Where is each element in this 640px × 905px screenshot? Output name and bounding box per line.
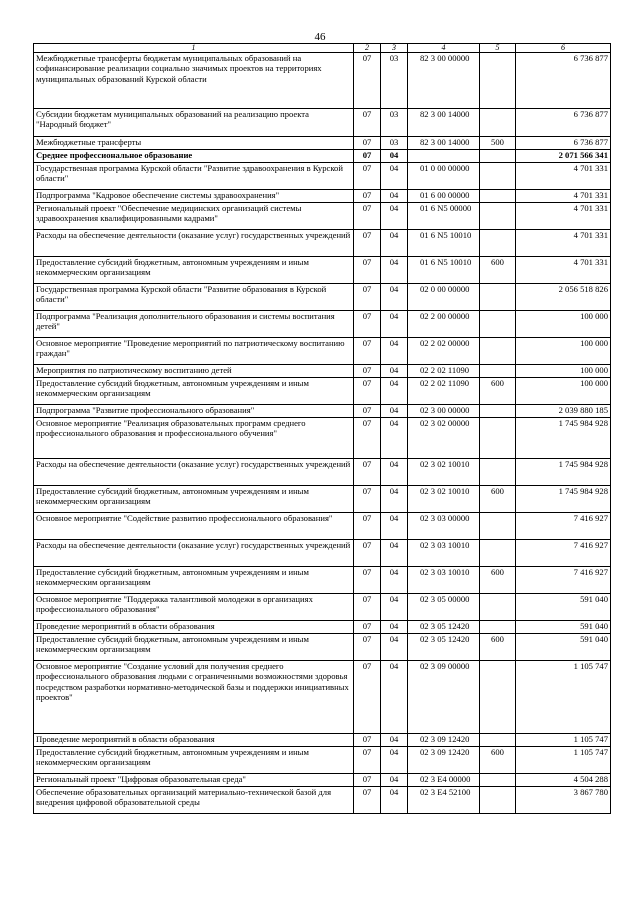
- table-row: [34, 257, 611, 284]
- table-row: [34, 109, 611, 137]
- target-article-cell: 02 3 05 12420: [408, 621, 480, 634]
- table-row: [34, 137, 611, 150]
- expense-type-cell: [480, 774, 516, 787]
- table-row: [34, 567, 611, 594]
- expense-name-cell: Проведение мероприятий в области образования: [34, 734, 354, 747]
- table-row: [34, 661, 611, 734]
- subsection-code-cell: 04: [381, 311, 408, 338]
- expense-type-cell: 600: [480, 747, 516, 774]
- amount-cell: 4 701 331: [516, 230, 611, 257]
- target-article-cell: 02 3 03 10010: [408, 567, 480, 594]
- table-row: [34, 634, 611, 661]
- target-article-cell: 02 3 02 10010: [408, 459, 480, 486]
- target-article-cell: 02 3 09 00000: [408, 661, 480, 734]
- table-row: [34, 190, 611, 203]
- table-row: [34, 734, 611, 747]
- expense-type-cell: [480, 338, 516, 365]
- amount-cell: 4 504 288: [516, 774, 611, 787]
- subsection-code-cell: 04: [381, 418, 408, 459]
- column-number-6: 6: [516, 44, 611, 53]
- subsection-code-cell: 04: [381, 230, 408, 257]
- subsection-code-cell: 04: [381, 747, 408, 774]
- amount-cell: 6 736 877: [516, 137, 611, 150]
- section-code-cell: 07: [354, 203, 381, 230]
- expense-type-cell: [480, 621, 516, 634]
- subsection-code-cell: 04: [381, 338, 408, 365]
- section-code-cell: 07: [354, 634, 381, 661]
- target-article-cell: 02 2 02 11090: [408, 378, 480, 405]
- subsection-code-cell: 04: [381, 774, 408, 787]
- amount-cell: 100 000: [516, 338, 611, 365]
- target-article-cell: 01 6 N5 10010: [408, 230, 480, 257]
- expense-type-cell: [480, 594, 516, 621]
- expense-type-cell: [480, 109, 516, 137]
- expense-name-cell: Предоставление субсидий бюджетным, автономным учреждениям и иным некоммерческим организациям: [34, 634, 354, 661]
- expense-type-cell: [480, 311, 516, 338]
- expense-type-cell: [480, 787, 516, 814]
- subsection-code-cell: 04: [381, 257, 408, 284]
- expense-name-cell: Межбюджетные трансферты: [34, 137, 354, 150]
- section-code-cell: 07: [354, 378, 381, 405]
- column-number-5: 5: [480, 44, 516, 53]
- table-row: [34, 338, 611, 365]
- amount-cell: 4 701 331: [516, 163, 611, 190]
- subsection-code-cell: 04: [381, 190, 408, 203]
- expense-name-cell: Предоставление субсидий бюджетным, автономным учреждениям и иным некоммерческим организациям: [34, 378, 354, 405]
- amount-cell: 4 701 331: [516, 190, 611, 203]
- target-article-cell: 01 0 00 00000: [408, 163, 480, 190]
- amount-cell: 1 105 747: [516, 734, 611, 747]
- section-code-cell: 07: [354, 594, 381, 621]
- expense-type-cell: [480, 365, 516, 378]
- table-row: [34, 203, 611, 230]
- amount-cell: 4 701 331: [516, 203, 611, 230]
- target-article-cell: 02 3 E4 52100: [408, 787, 480, 814]
- table-row: [34, 540, 611, 567]
- expense-name-cell: Региональный проект "Обеспечение медицинских организаций системы здравоохранения квалифицированными кадрами": [34, 203, 354, 230]
- amount-cell: 2 056 518 826: [516, 284, 611, 311]
- target-article-cell: 02 3 00 00000: [408, 405, 480, 418]
- section-code-cell: 07: [354, 787, 381, 814]
- table-row: [34, 787, 611, 814]
- table-row: [34, 53, 611, 109]
- amount-cell: 100 000: [516, 311, 611, 338]
- expense-type-cell: [480, 661, 516, 734]
- table-row: [34, 621, 611, 634]
- expense-name-cell: Предоставление субсидий бюджетным, автономным учреждениям и иным некоммерческим организациям: [34, 747, 354, 774]
- target-article-cell: 02 2 00 00000: [408, 311, 480, 338]
- section-code-cell: 07: [354, 163, 381, 190]
- expense-name-cell: Обеспечение образовательных организаций материально-технической базой для внедрения цифровой образовательной среды: [34, 787, 354, 814]
- section-code-cell: 07: [354, 338, 381, 365]
- amount-cell: 4 701 331: [516, 257, 611, 284]
- amount-cell: 591 040: [516, 621, 611, 634]
- section-code-cell: 07: [354, 53, 381, 109]
- section-code-cell: 07: [354, 257, 381, 284]
- target-article-cell: 82 3 00 14000: [408, 137, 480, 150]
- target-article-cell: 02 2 02 11090: [408, 365, 480, 378]
- expense-name-cell: Субсидии бюджетам муниципальных образований на реализацию проекта "Народный бюджет": [34, 109, 354, 137]
- section-code-cell: 07: [354, 365, 381, 378]
- target-article-cell: 02 3 09 12420: [408, 747, 480, 774]
- table-row: [34, 774, 611, 787]
- expense-name-cell: Подпрограмма "Кадровое обеспечение системы здравоохранения": [34, 190, 354, 203]
- amount-cell: 1 105 747: [516, 661, 611, 734]
- target-article-cell: 82 3 00 14000: [408, 109, 480, 137]
- subsection-code-cell: 04: [381, 787, 408, 814]
- expense-name-cell: Предоставление субсидий бюджетным, автономным учреждениям и иным некоммерческим организациям: [34, 567, 354, 594]
- target-article-cell: 01 6 N5 10010: [408, 257, 480, 284]
- amount-cell: 6 736 877: [516, 109, 611, 137]
- target-article-cell: [408, 150, 480, 163]
- amount-cell: 100 000: [516, 365, 611, 378]
- table-row: [34, 594, 611, 621]
- subsection-code-cell: 04: [381, 486, 408, 513]
- expense-name-cell: Основное мероприятие "Проведение мероприятий по патриотическому воспитанию граждан": [34, 338, 354, 365]
- subsection-code-cell: 04: [381, 284, 408, 311]
- subsection-code-cell: 04: [381, 378, 408, 405]
- subsection-code-cell: 03: [381, 53, 408, 109]
- expense-type-cell: [480, 734, 516, 747]
- subsection-code-cell: 04: [381, 734, 408, 747]
- amount-cell: 591 040: [516, 634, 611, 661]
- expense-type-cell: [480, 53, 516, 109]
- target-article-cell: 02 0 00 00000: [408, 284, 480, 311]
- section-code-cell: 07: [354, 418, 381, 459]
- expense-name-cell: Предоставление субсидий бюджетным, автономным учреждениям и иным некоммерческим организациям: [34, 257, 354, 284]
- section-code-cell: 07: [354, 774, 381, 787]
- expense-name-cell: Подпрограмма "Реализация дополнительного образования и системы воспитания детей": [34, 311, 354, 338]
- section-code-cell: 07: [354, 311, 381, 338]
- expense-type-cell: [480, 540, 516, 567]
- section-code-cell: 07: [354, 486, 381, 513]
- section-code-cell: 07: [354, 190, 381, 203]
- amount-cell: 591 040: [516, 594, 611, 621]
- amount-cell: 2 039 880 185: [516, 405, 611, 418]
- section-code-cell: 07: [354, 513, 381, 540]
- expense-type-cell: 600: [480, 567, 516, 594]
- expense-name-cell: Проведение мероприятий в области образования: [34, 621, 354, 634]
- section-code-cell: 07: [354, 150, 381, 163]
- target-article-cell: 82 3 00 00000: [408, 53, 480, 109]
- section-code-cell: 07: [354, 621, 381, 634]
- budget-table: [33, 43, 611, 814]
- target-article-cell: 01 6 00 00000: [408, 190, 480, 203]
- section-code-cell: 07: [354, 230, 381, 257]
- expense-name-cell: Государственная программа Курской области "Развитие здравоохранения в Курской области": [34, 163, 354, 190]
- subsection-code-cell: 03: [381, 109, 408, 137]
- column-number-3: 3: [381, 44, 408, 53]
- expense-type-cell: [480, 230, 516, 257]
- subsection-code-cell: 04: [381, 365, 408, 378]
- expense-name-cell: Государственная программа Курской области "Развитие образования в Курской области": [34, 284, 354, 311]
- section-code-cell: 07: [354, 661, 381, 734]
- expense-type-cell: [480, 150, 516, 163]
- table-row: [34, 378, 611, 405]
- target-article-cell: 02 3 03 10010: [408, 540, 480, 567]
- expense-type-cell: 600: [480, 378, 516, 405]
- expense-type-cell: [480, 405, 516, 418]
- target-article-cell: 02 3 03 00000: [408, 513, 480, 540]
- table-row: [34, 284, 611, 311]
- expense-name-cell: Межбюджетные трансферты бюджетам муниципальных образований на софинансирование реализации социально значимых проектов на территориях муниципальных образований Курской области: [34, 53, 354, 109]
- subsection-code-cell: 04: [381, 163, 408, 190]
- table-row: [34, 513, 611, 540]
- expense-name-cell: Расходы на обеспечение деятельности (оказание услуг) государственных учреждений: [34, 459, 354, 486]
- expense-type-cell: [480, 163, 516, 190]
- section-code-cell: 07: [354, 747, 381, 774]
- amount-cell: 100 000: [516, 378, 611, 405]
- expense-name-cell: Предоставление субсидий бюджетным, автономным учреждениям и иным некоммерческим организациям: [34, 486, 354, 513]
- amount-cell: 1 745 984 928: [516, 459, 611, 486]
- expense-type-cell: [480, 284, 516, 311]
- expense-name-cell: Основное мероприятие "Содействие развитию профессионального образования": [34, 513, 354, 540]
- target-article-cell: 02 3 05 00000: [408, 594, 480, 621]
- subsection-code-cell: 03: [381, 137, 408, 150]
- table-row: [34, 150, 611, 163]
- section-code-cell: 07: [354, 405, 381, 418]
- table-row: [34, 230, 611, 257]
- subsection-code-cell: 04: [381, 634, 408, 661]
- column-number-2: 2: [354, 44, 381, 53]
- expense-type-cell: [480, 459, 516, 486]
- amount-cell: 7 416 927: [516, 540, 611, 567]
- table-row: [34, 459, 611, 486]
- expense-type-cell: [480, 203, 516, 230]
- section-code-cell: 07: [354, 540, 381, 567]
- budget-table-body: [34, 44, 611, 814]
- section-code-cell: 07: [354, 284, 381, 311]
- expense-name-cell: Основное мероприятие "Реализация образовательных программ среднего профессионального образования и профессионального обучения": [34, 418, 354, 459]
- target-article-cell: 01 6 N5 00000: [408, 203, 480, 230]
- amount-cell: 1 745 984 928: [516, 418, 611, 459]
- table-row: [34, 486, 611, 513]
- column-number-row: [34, 44, 611, 53]
- table-row: [34, 405, 611, 418]
- subsection-code-cell: 04: [381, 567, 408, 594]
- column-number-1: 1: [34, 44, 354, 53]
- table-row: [34, 365, 611, 378]
- target-article-cell: 02 2 02 00000: [408, 338, 480, 365]
- expense-type-cell: 500: [480, 137, 516, 150]
- amount-cell: 1 105 747: [516, 747, 611, 774]
- target-article-cell: 02 3 09 12420: [408, 734, 480, 747]
- expense-name-cell: Мероприятия по патриотическому воспитанию детей: [34, 365, 354, 378]
- amount-cell: 1 745 984 928: [516, 486, 611, 513]
- expense-type-cell: 600: [480, 486, 516, 513]
- subsection-code-cell: 04: [381, 203, 408, 230]
- subsection-code-cell: 04: [381, 459, 408, 486]
- subsection-code-cell: 04: [381, 405, 408, 418]
- amount-cell: 6 736 877: [516, 53, 611, 109]
- table-row: [34, 418, 611, 459]
- expense-type-cell: 600: [480, 634, 516, 661]
- expense-name-cell: Расходы на обеспечение деятельности (оказание услуг) государственных учреждений: [34, 230, 354, 257]
- expense-name-cell: Среднее профессиональное образование: [34, 150, 354, 163]
- expense-name-cell: Региональный проект "Цифровая образовательная среда": [34, 774, 354, 787]
- amount-cell: 7 416 927: [516, 567, 611, 594]
- section-code-cell: 07: [354, 137, 381, 150]
- subsection-code-cell: 04: [381, 594, 408, 621]
- expense-name-cell: Расходы на обеспечение деятельности (оказание услуг) государственных учреждений: [34, 540, 354, 567]
- subsection-code-cell: 04: [381, 621, 408, 634]
- expense-type-cell: [480, 513, 516, 540]
- expense-type-cell: [480, 190, 516, 203]
- expense-name-cell: Основное мероприятие "Поддержка талантливой молодежи в организациях профессионального образования": [34, 594, 354, 621]
- section-code-cell: 07: [354, 109, 381, 137]
- section-code-cell: 07: [354, 459, 381, 486]
- subsection-code-cell: 04: [381, 150, 408, 163]
- expense-type-cell: 600: [480, 257, 516, 284]
- amount-cell: 7 416 927: [516, 513, 611, 540]
- target-article-cell: 02 3 02 00000: [408, 418, 480, 459]
- table-row: [34, 163, 611, 190]
- subsection-code-cell: 04: [381, 661, 408, 734]
- page-number: 46: [314, 31, 326, 43]
- table-row: [34, 311, 611, 338]
- expense-type-cell: [480, 418, 516, 459]
- section-code-cell: 07: [354, 567, 381, 594]
- expense-name-cell: Подпрограмма "Развитие профессионального образования": [34, 405, 354, 418]
- amount-cell: 3 867 780: [516, 787, 611, 814]
- section-code-cell: 07: [354, 734, 381, 747]
- expense-name-cell: Основное мероприятие "Создание условий для получения среднего профессионального образования людьми с ограниченными возможностями здоровья посредством разработки нормативно-методической базы и поддержки инициативных проектов": [34, 661, 354, 734]
- target-article-cell: 02 3 E4 00000: [408, 774, 480, 787]
- amount-cell: 2 071 566 341: [516, 150, 611, 163]
- target-article-cell: 02 3 02 10010: [408, 486, 480, 513]
- column-number-4: 4: [408, 44, 480, 53]
- table-row: [34, 747, 611, 774]
- subsection-code-cell: 04: [381, 513, 408, 540]
- target-article-cell: 02 3 05 12420: [408, 634, 480, 661]
- subsection-code-cell: 04: [381, 540, 408, 567]
